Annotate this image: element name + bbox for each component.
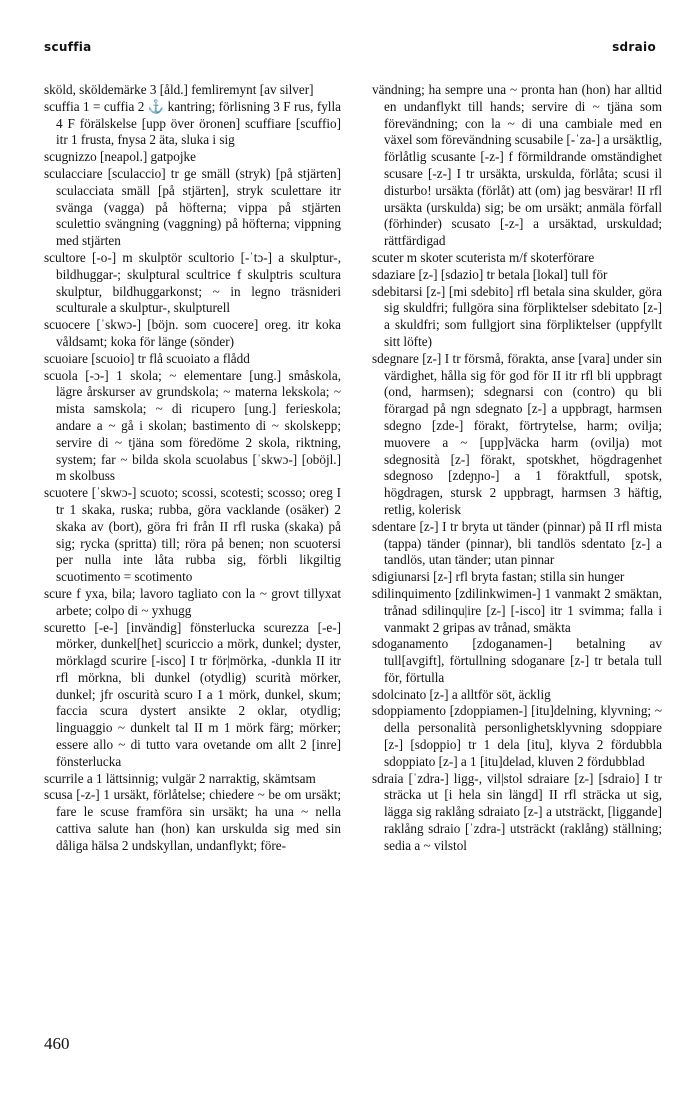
entry: scurrile a 1 lättsinnig; vulgär 2 narraktig, skämtsam (44, 770, 316, 786)
entry: scultore [-o-] m skulptör scultorio [-ˈtɔ-] a skulptur-, bildhuggar-; skulptural scultrice f skulptris scultura skulptur, bildhuggarkonst; ~ in legno träsnideri sculturale a skulptur-, skulpturell (44, 249, 341, 316)
page-number: 460 (44, 1034, 70, 1053)
entry: scuretto [-e-] [invändig] fönsterlucka scurezza [-e-] mörker, dunkel[het] scuriccio a mörk, dunkel; dyster, mörklagd scurire [-isco] I tr för|mörka, -dunkla II itr rfl mörkna, bli dunkel (otydlig) scurità mörker, dunkel; jfr oscurità scuro I a 1 mörk, dunkel, skum; faccia scura dystert ansikte 2 oklar, otydlig; linguaggio ~ dunkelt tal II m 1 mörk färg; mörker; essere allo ~ di tutto vara ovetande om allt 2 [inre] fönsterlucka (44, 619, 341, 769)
entry: scuola [-ɔ-] 1 skola; ~ elementare [ung.] småskola, lägre årskurser av grundskola; ~ materna lekskola; ~ mista samskola; ~ di ricupero [ung.] ferieskola; andare a ~ gå i skolan; bastimento di ~ skolskepp; servire di ~ tjäna som föredöme 2 skola, riktning, system; far ~ bilda skola scuolabus [ˈskwɔ-] [oböjl.] m skolbuss (44, 367, 341, 484)
running-head-right: sdraio (612, 40, 656, 54)
entry: sdebitarsi [z-] [mi sdebito] rfl betala sina skulder, göra sig skuldfri; fullgöra sina förpliktelser sdebitato [z-] a skuldfri; som fullgjort sina förpliktelser (uppfyllt sitt löfte) (372, 283, 662, 349)
entry: scuoiare [scuoio] tr flå scuoiato a flådd (44, 350, 250, 366)
entry: sdilinquimento [zdilinkwimen-] 1 vanmakt 2 smäktan, trånad sdilinqu|ire [z-] [-isco] itr 1 svimma; falla i vanmakt 2 gripas av trånad, smäkta (372, 585, 662, 635)
entry: scugnizzo [neapol.] gatpojke (44, 149, 196, 165)
entry: sdoganamento [zdoganamen-] betalning av tull[avgift], förtullning sdoganare [z-] tr betala tull för, förtulla (372, 636, 662, 685)
left-column (44, 82, 341, 855)
entry: sdentare [z-] I tr bryta ut tänder (pinnar) på II rfl mista (tappa) tänder (pinnar), bli tandlös sdentato [z-] a tandlös, utan tänder; utan pinnar (372, 518, 662, 568)
entry: sdoppiamento [zdoppiamen-] [itu]delning, klyvning; ~ della personalità personlighetsklyvning sdoppiare [z-] [sdoppio] tr 1 dela [itu], klyva 2 fördubbla sdoppiato [z-] a 1 [itu]delad, kluven 2 fördubblad (372, 703, 662, 769)
entry: sdegnare [z-] I tr försmå, förakta, anse [vara] under sin värdighet, hålla sig för god för II itr rfl bli uppbragt (ond, harmsen); sdegnarsi con (contro) qu bli förargad på ngn sdegnato [z-] a uppbragt, harmsen sdegno [zde-] förakt, förtrytelse, harm; ovilja; muovere a ~ [upp]väcka harm (ovilja) mot sdegnosità [z-] förakt, spotskhet, högdragenhet sdegnoso [zdeɲɲo-] a 1 föraktfull, spotsk, högdragen, stursk 2 uppbragt, harmsen 3 häftig, retlig, kolerisk (372, 350, 662, 517)
entry: sdigiunarsi [z-] rfl bryta fastan; stilla sin hunger (372, 569, 625, 585)
entry: scusa [-z-] 1 ursäkt, förlåtelse; chiedere ~ be om ursäkt; fare le scuse framföra sin ursäkt; ha una ~ nella cattiva salute han (hon) kan urskulda sig med sin dåliga hälsa 2 undskyllan, undanflykt; före- (44, 787, 341, 853)
running-head-left: scuffia (44, 40, 92, 54)
entry: scuocere [ˈskwɔ-] [böjn. som cuocere] oreg. itr koka våldsamt; koka för länge (sönder) (44, 317, 341, 349)
entry: sköld, sköldemärke 3 [åld.] femliremynt [av silver] (44, 82, 314, 97)
entry: sculacciare [sculaccio] tr ge smäll (stryk) [på stjärten] sculacciata smäll [på stjärten], stryk sculettare itr svänga (vagga) på höfterna; vippa på stjärten sculettio svängning (vaggning) på höfterna; vippning med stjärten (44, 165, 341, 249)
entry: scuffia 1 = cuffia 2 ⚓ kantring; förlisning 3 F rus, fylla 4 F förälskelse [upp över öronen] scuffiare [scuffio] itr 1 frusta, fnysa 2 äta, sluka i sig (44, 98, 341, 148)
entry: sdraia [ˈzdra-] ligg-, vil|stol sdraiare [z-] [sdraio] I tr sträcka ut [i hela sin längd] II rfl sträcka ut sig, lägga sig raklång sdraiato [z-] a utsträckt, [liggande] raklång sdraio [ˈzdra-] utsträckt (raklång) ställning; sedia a ~ vilstol (372, 770, 662, 853)
right-column (372, 82, 662, 855)
entry: scuotere [ˈskwɔ-] scuoto; scossi, scotesti; scosso; oreg I tr 1 skaka, ruska; rubba, göra vacklande (osäker) 2 skaka av (bort), göra fri från II rfl ruska (skaka) på sig; rycka (spritta) till; röra på benen; non scuotersi per nulla inte låta rubba sig, förbli likgiltig scuotimento = scotimento (44, 485, 341, 585)
entry: vändning; ha sempre una ~ pronta han (hon) har alltid en undanflykt till hands; servire di ~ tjäna som förevändning; con la ~ di una cambiale med en växel som förevändning scusabile [-ˈza-] a ursäktlig, förlåtlig scusante [-z-] f förmildrande omständighet scusare [-z-] I tr ursäkta, urskulda, förlåta; scusi il disturbo! ursäkta (förlåt) att (om) jag besvärar! II rfl ursäkta (urskulda) sig; be om ursäkt; anmäla förfall (förhinder) scusato [-z-] a ursäktad, urskuldad; rättfärdigad (372, 82, 662, 249)
entry: scure f yxa, bila; lavoro tagliato con la ~ grovt tillyxat arbete; colpo di ~ yxhugg (44, 585, 341, 618)
entry: sdaziare [z-] [sdazio] tr betala [lokal] tull för (372, 266, 608, 282)
entry: sdolcinato [z-] a alltför söt, äcklig (372, 686, 551, 702)
entry: scuter m skoter scuterista m/f skoterförare (372, 249, 595, 265)
